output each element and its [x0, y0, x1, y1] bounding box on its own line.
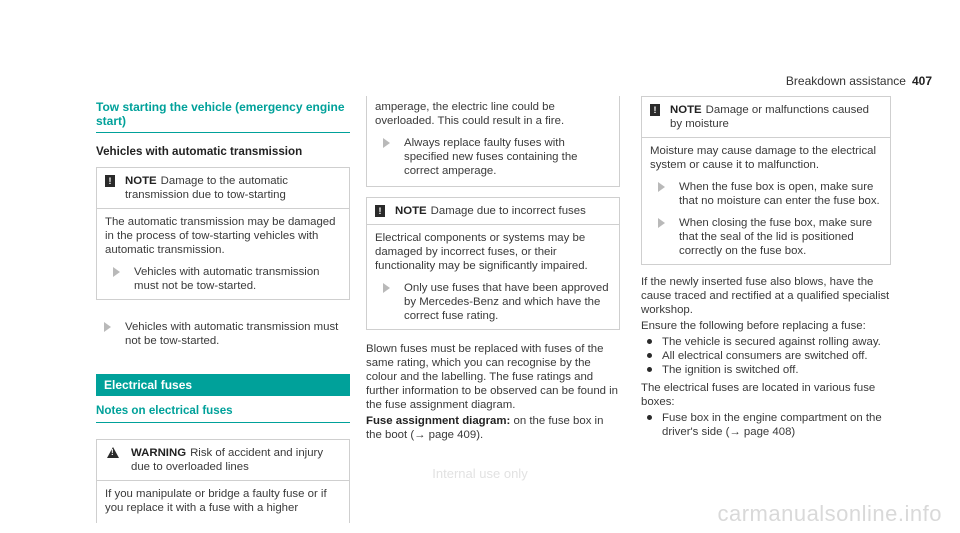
- note-box-transmission: [96, 167, 350, 300]
- warning-paragraph: If you manipulate or bridge a faulty fuse or if you replace it with a fuse with a higher: [105, 488, 327, 514]
- note-label: NOTE: [395, 205, 427, 217]
- instruction-step-2: [650, 216, 882, 258]
- page-header: [786, 74, 932, 88]
- note-paragraph: The automatic transmission may be damaged in the process of tow-starting vehicles with automatic transmission.: [105, 216, 336, 256]
- column-2: [366, 96, 620, 444]
- note-paragraph: Moisture may cause damage to the electrical system or cause it to malfunction.: [650, 145, 877, 171]
- instruction-step: [105, 265, 341, 293]
- warning-body: [97, 480, 349, 523]
- band-electrical-fuses: Electrical fuses: [96, 374, 350, 396]
- paragraph-fuse-locations: The electrical fuses are located in various fuse boxes:: [641, 382, 876, 408]
- note-box-incorrect-fuses: [366, 197, 620, 330]
- paragraph-blown-fuses: Blown fuses must be replaced with fuses of the same rating, which you can recognise by the colour and the labelling. The fuse ratings and further information to be observed can be found in the fuse assignment diagram.: [366, 343, 619, 411]
- section-title: Breakdown assistance: [785, 74, 906, 88]
- bullet-icon: [647, 339, 652, 344]
- column-3: [641, 96, 891, 443]
- step-text: Vehicles with automatic transmission must not be tow-started.: [125, 321, 339, 347]
- warning-triangle-icon: !: [107, 447, 119, 458]
- label-fuse-assignment: Fuse assignment diagram:: [366, 415, 511, 427]
- step-text: Always replace faulty fuses with specified new fuses containing the correct amperage.: [404, 137, 578, 177]
- notice-icon: !: [105, 175, 115, 187]
- note-text: Damage or malfunctions caused by moisture: [670, 104, 870, 130]
- step-text: Only use fuses that have been approved by Mercedes-Benz and which have the correct fuse rating.: [404, 282, 609, 322]
- note-label: NOTE: [670, 104, 702, 116]
- section-heading-tow-starting: Tow starting the vehicle (emergency engine start): [96, 100, 350, 133]
- step-text: When closing the fuse box, make sure that the seal of the lid is positioned correctly on the fuse box.: [679, 217, 873, 257]
- checklist: [641, 335, 891, 377]
- note-text: Damage to the automatic transmission due to tow-starting: [125, 175, 288, 201]
- list-item: The vehicle is secured against rolling away.: [641, 335, 891, 349]
- subheading-notes-fuses: Notes on electrical fuses: [96, 404, 350, 423]
- bullet-icon: [647, 367, 652, 372]
- notice-icon: !: [375, 205, 385, 217]
- internal-watermark: Internal use only: [432, 466, 528, 481]
- site-watermark: carmanualsonline.info: [717, 501, 942, 526]
- bullet-icon: [647, 353, 652, 358]
- note-label: NOTE: [125, 175, 157, 187]
- note-paragraph: Electrical components or systems may be damaged by incorrect fuses, or their functionality may be significantly impaired.: [375, 232, 588, 272]
- arrow-right-icon: [104, 322, 111, 332]
- instruction-step: [375, 136, 611, 178]
- text-fuse-assignment: on the fuse box in the boot (→ page 409).: [366, 415, 604, 441]
- list-item: Fuse box in the engine compartment on the driver's side (→ page 408): [641, 411, 891, 439]
- paragraph-ensure-following: Ensure the following before replacing a fuse:: [641, 320, 866, 332]
- fuse-box-list: [641, 411, 891, 439]
- instruction-step: [375, 281, 611, 323]
- note-text: Damage due to incorrect fuses: [430, 205, 586, 217]
- warning-label: WARNING: [131, 447, 187, 459]
- step-text: When the fuse box is open, make sure that no moisture can enter the fuse box.: [679, 181, 880, 207]
- arrow-right-icon: [113, 267, 120, 277]
- note-header: [642, 97, 890, 137]
- warning-text: Risk of accident and injury due to overloaded lines: [131, 447, 324, 473]
- list-item: All electrical consumers are switched off.: [641, 349, 891, 363]
- paragraph-assignment-diagram: [366, 414, 620, 442]
- arrow-right-icon: [658, 182, 665, 192]
- warning-box: [96, 439, 350, 523]
- arrow-right-icon: [658, 218, 665, 228]
- instruction-step-outside: [96, 320, 350, 348]
- warning-box-continued: [366, 96, 620, 187]
- bullet-icon: [647, 415, 652, 420]
- paragraph-fuse-blows-again: If the newly inserted fuse also blows, have the cause traced and rectified at a qualified specialist workshop.: [641, 276, 890, 316]
- notice-icon: !: [650, 104, 660, 116]
- arrow-right-icon: [383, 138, 390, 148]
- note-header: [97, 168, 349, 208]
- page-number: 407: [911, 74, 932, 88]
- list-item: The ignition is switched off.: [641, 363, 891, 377]
- note-header: [367, 198, 619, 224]
- step-text: Vehicles with automatic transmission must not be tow-started.: [134, 266, 320, 292]
- instruction-step-1: [650, 180, 882, 208]
- arrow-right-icon: [383, 283, 390, 293]
- note-body: [642, 137, 890, 264]
- warning-paragraph-continued: amperage, the electric line could be overloaded. This could result in a fire.: [375, 101, 565, 127]
- note-box-moisture: [641, 96, 891, 265]
- note-body: [367, 224, 619, 329]
- subheading-automatic-transmission: Vehicles with automatic transmission: [96, 145, 303, 158]
- note-body: [97, 208, 349, 299]
